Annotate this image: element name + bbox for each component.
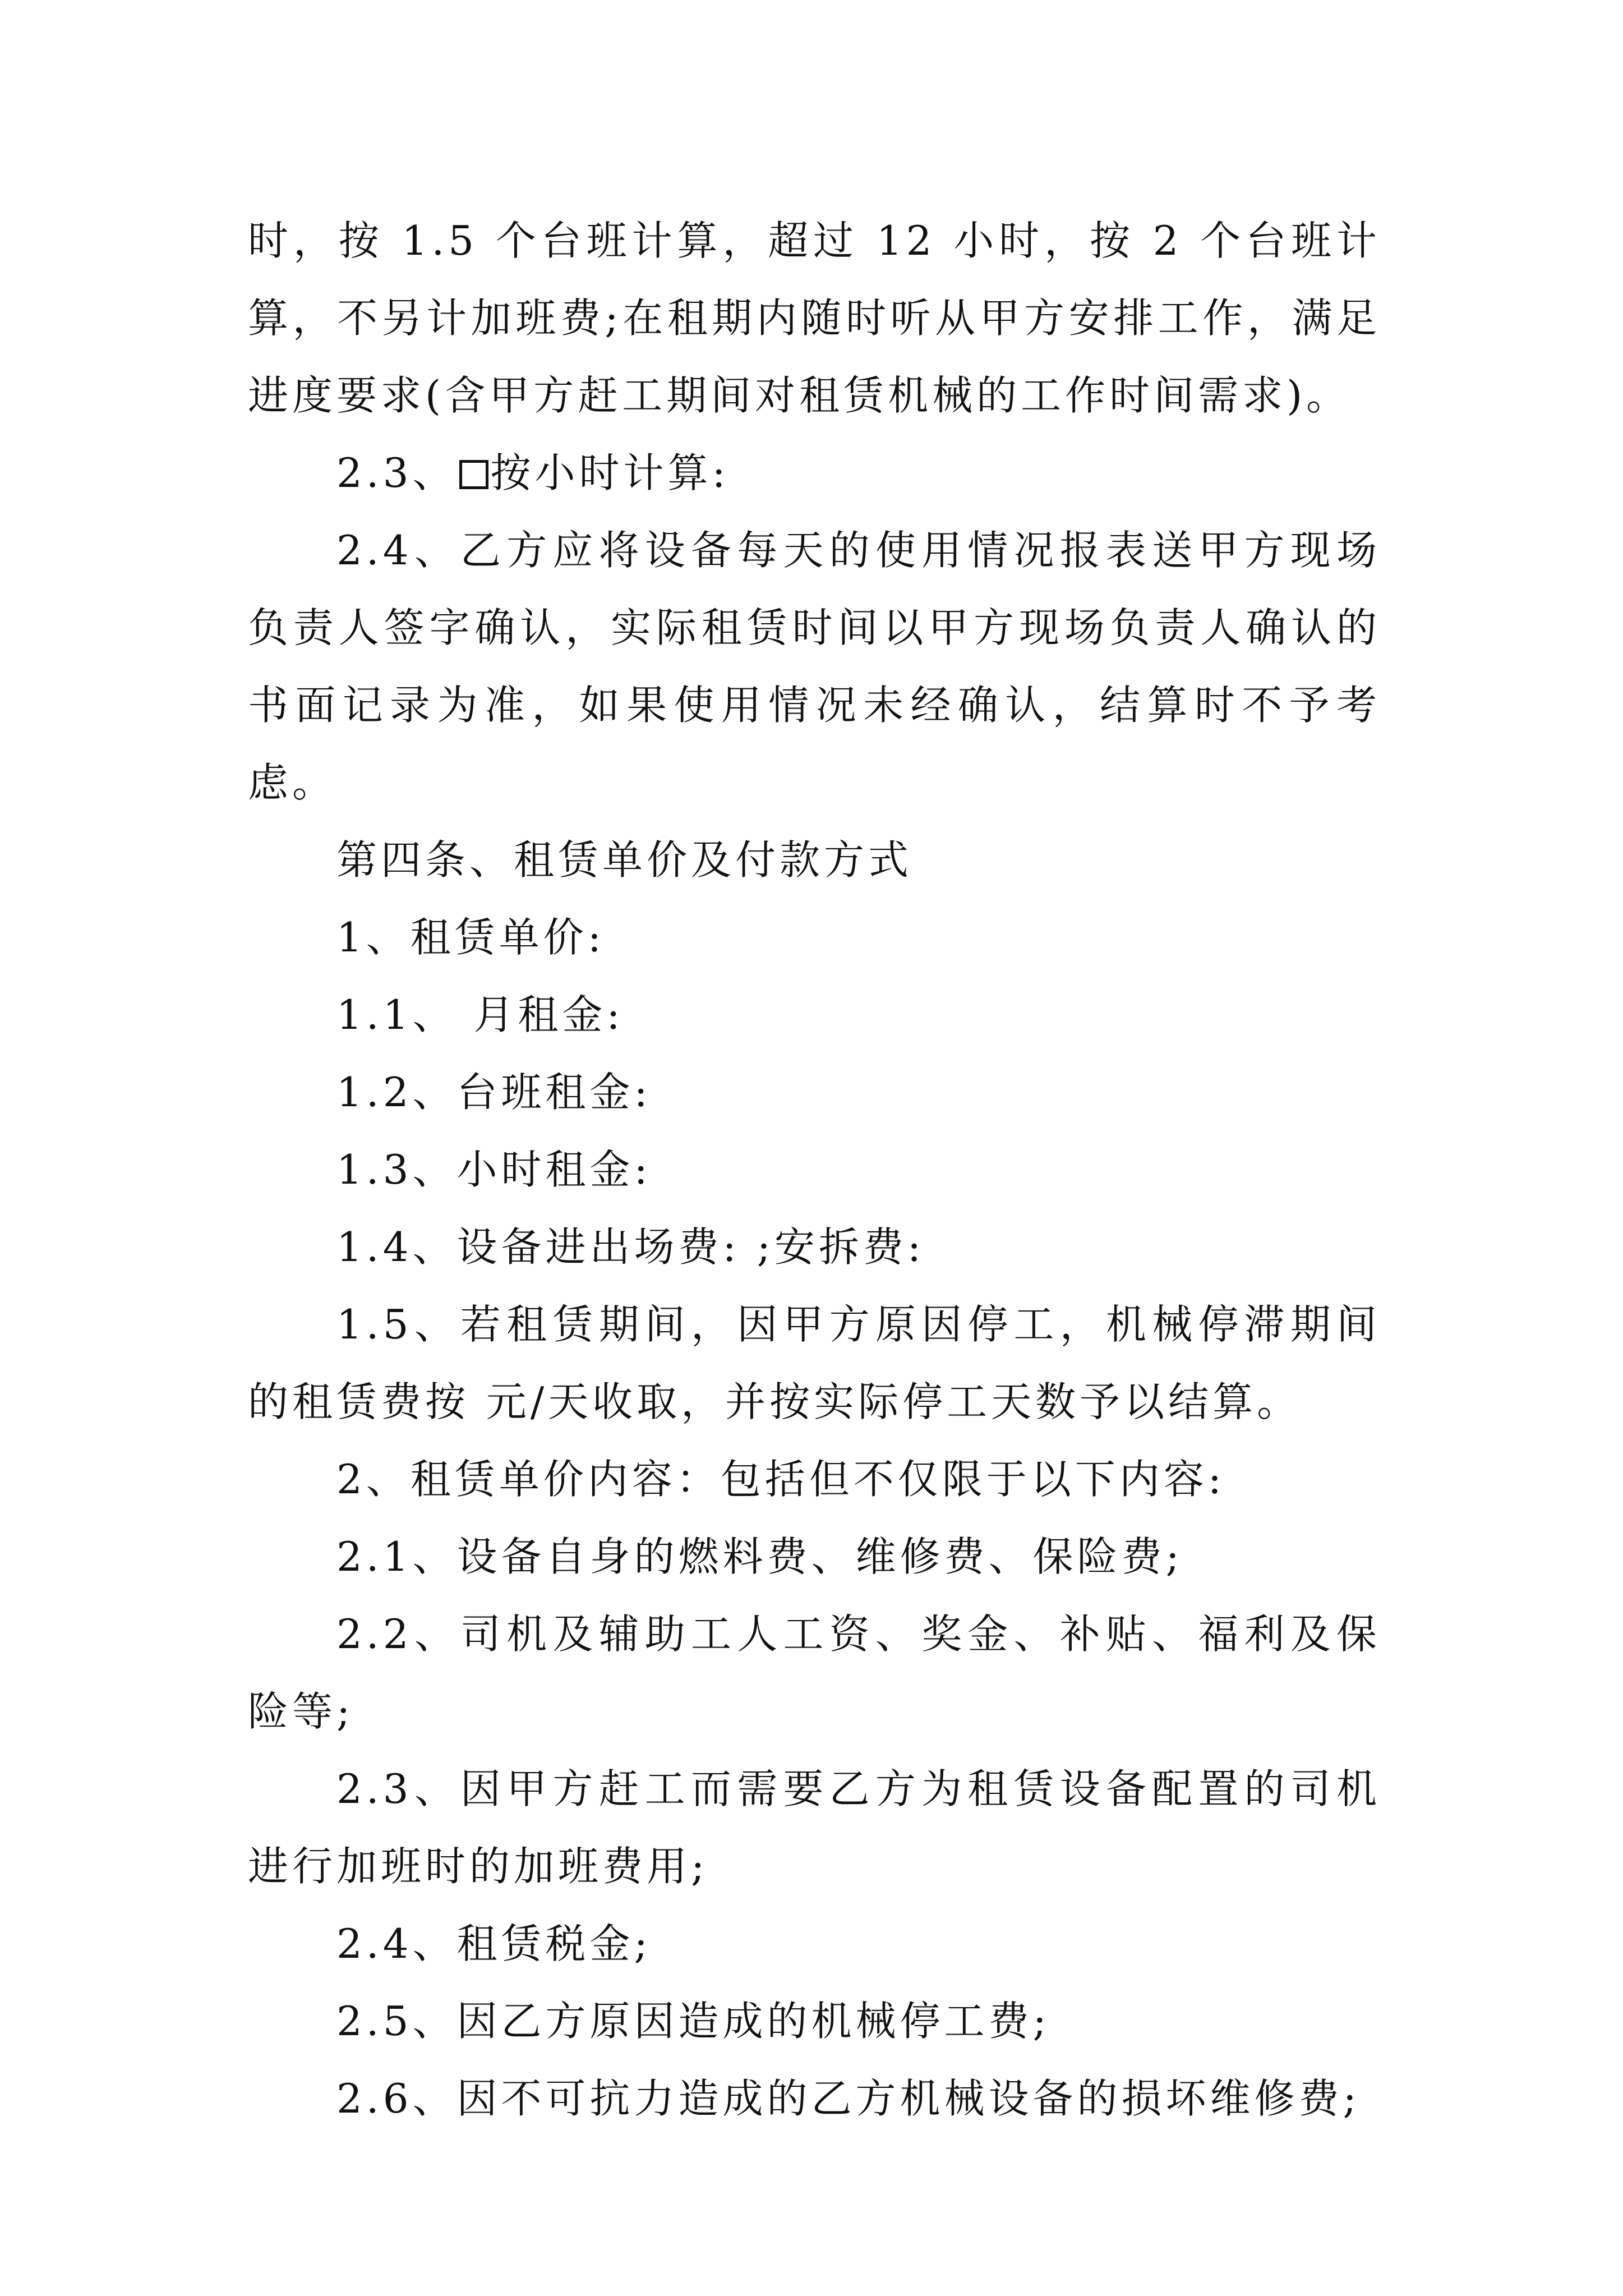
paragraph-overtime-cost: 2.3、因甲方赶工而需要乙方为租赁设备配置的司机进行加班时的加班费用;: [248, 1765, 1381, 1890]
paragraph-usage-report: 2.4、乙方应将设备每天的使用情况报表送甲方现场负责人签字确认，实际租赁时间以甲方现场负责人确认的书面记录为准，如果使用情况未经确认，结算时不予考虑。: [248, 527, 1381, 806]
paragraph-hourly-option: [248, 434, 1381, 512]
paragraph-monthly-rent: 1.1、 月租金:: [336, 991, 624, 1038]
paragraph-driver-wages: 2.2、司机及辅助工人工资、奖金、补贴、福利及保险等;: [248, 1611, 1381, 1735]
clause-number: 2.3、: [336, 449, 457, 496]
paragraph-entry-exit-fee: 1.4、设备进出场费: ;安拆费:: [336, 1223, 925, 1271]
paragraph-unit-price: 1、租赁单价:: [336, 914, 606, 961]
paragraph-idle-fee: 1.5、若租赁期间，因甲方原因停工，机械停滞期间的租赁费按 元/天收取，并按实际停工天数予以结算。: [248, 1301, 1381, 1425]
paragraph-force-majeure: 2.6、因不可抗力造成的乙方机械设备的损坏维修费;: [336, 2075, 1361, 2122]
document-body: [248, 202, 1381, 2137]
paragraph-hourly-rent: 1.3、小时租金:: [336, 1146, 652, 1193]
section-heading-article-4: 第四条、租赁单价及付款方式: [336, 836, 913, 884]
paragraph-overtime-shift-rules: 时，按 1.5 个台班计算，超过 12 小时，按 2 个台班计算，不另计加班费;在租期内随时听从甲方安排工作，满足进度要求(含甲方赶工期间对租赁机械的工作时间需求)。: [248, 217, 1381, 419]
clause-label: 按小时计算:: [490, 449, 730, 496]
paragraph-downtime-cost: 2.5、因乙方原因造成的机械停工费;: [336, 1998, 1050, 2045]
paragraph-shift-rent: 1.2、台班租金:: [336, 1069, 652, 1116]
paragraph-price-contents: 2、租赁单价内容：包括但不仅限于以下内容:: [336, 1456, 1226, 1503]
paragraph-rental-tax: 2.4、租赁税金;: [336, 1920, 652, 1967]
checkbox-icon[interactable]: [459, 460, 488, 489]
paragraph-fuel-maintenance: 2.1、设备自身的燃料费、维修费、保险费;: [336, 1533, 1183, 1580]
